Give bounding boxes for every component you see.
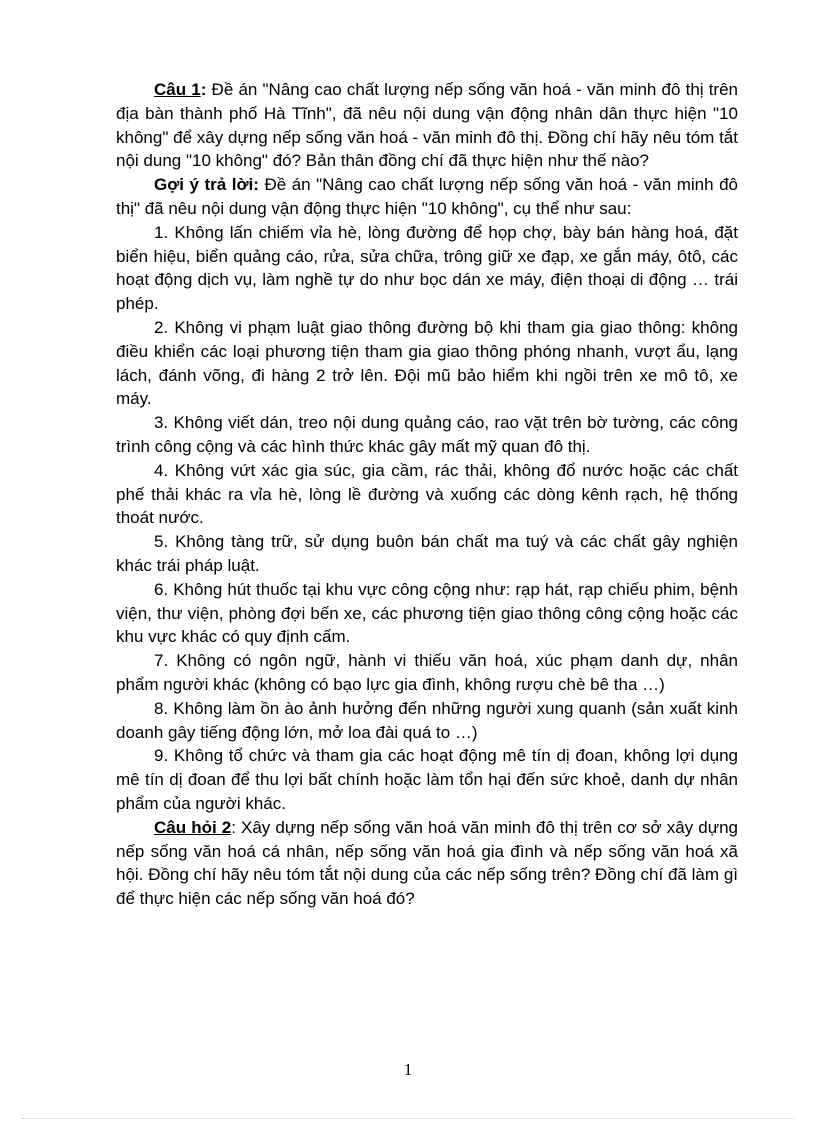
question-1-paragraph: [116, 78, 738, 173]
question-1-colon: :: [200, 80, 207, 99]
list-item-9: 9. Không tổ chức và tham gia các hoạt động mê tín dị đoan, không lợi dụng mê tín dị đoan để thu lợi bất chính hoặc làm tổn hại đến sức khoẻ, danh dự nhân phẩm của người khác.: [116, 746, 738, 813]
list-item-6: 6. Không hút thuốc tại khu vực công cộng như: rạp hát, rạp chiếu phim, bệnh viện, thư viện, phòng đợi bến xe, các phương tiện giao thông công cộng hoặc các khu vực khác có quy định cấm.: [116, 579, 738, 647]
question-2-paragraph: [116, 816, 738, 911]
list-item-5: 5. Không tàng trữ, sử dụng buôn bán chất ma tuý và các chất gây nghiện khác trái pháp luật.: [116, 532, 738, 575]
list-item-8: 8. Không làm ồn ào ảnh hưởng đến những người xung quanh (sản xuất kinh doanh gây tiếng động lớn, mở loa đài quá to …): [116, 698, 738, 742]
question-1-text: Đề án "Nâng cao chất lượng nếp sống văn hoá - văn minh đô thị trên địa bàn thành phố Hà Tĩnh", đã nêu nội dung vận động nhân dân thực hiện "10 không" để xây dựng nếp sống văn hoá - văn minh đô thị. Đồng chí hãy nêu tóm tắt nội dung "10 không" đó? Bản thân đồng chí đã thực hiện như thế nào?: [116, 80, 739, 171]
list-item-4: 4. Không vứt xác gia súc, gia cầm, rác thải, không đổ nước hoặc các chất phế thải khác ra vỉa hè, lòng lề đường và xuống các dòng kênh rạch, hệ thống thoát nước.: [116, 460, 738, 528]
answer-label: Gợi ý trả lời:: [154, 175, 259, 195]
question-1-label: Câu 1: [154, 80, 201, 99]
answer-intro-text: Đề án "Nâng cao chất lượng nếp sống văn hoá - văn minh đô thị" đã nêu nội dung vận động thực hiện "10 không", cụ thể như sau:: [116, 175, 738, 218]
page-bottom-divider: [22, 1118, 794, 1119]
question-2-text: : Xây dựng nếp sống văn hoá văn minh đô thị trên cơ sở xây dựng nếp sống văn hoá cá nhân, nếp sống văn hoá gia đình và nếp sống văn hoá xã hội. Đồng chí hãy nêu tóm tắt nội dung của các nếp sống trên? Đồng chí đã làm gì để thực hiện các nếp sống văn hoá đó?: [116, 817, 738, 909]
list-item-3: 3. Không viết dán, treo nội dung quảng cáo, rao vặt trên bờ tường, các công trình công cộng và các hình thức khác gây mất mỹ quan đô thị.: [116, 413, 738, 456]
question-2-label: Câu hỏi 2: [154, 817, 232, 837]
list-item-1: 1. Không lấn chiếm vỉa hè, lòng đường để họp chợ, bày bán hàng hoá, đặt biển hiệu, biển quảng cáo, rửa, sửa chữa, trông giữ xe đạp, xe gắn máy, ôtô, các hoạt động dịch vụ, làm nghề tự do như bọc dán xe máy, điện thoại di động … trái phép.: [116, 222, 738, 314]
page-number: 1: [403, 1060, 413, 1079]
answer-intro-paragraph: [116, 173, 738, 221]
list-item-2: 2. Không vi phạm luật giao thông đường bộ khi tham gia giao thông: không điều khiển các loại phương tiện tham gia giao thông phóng nhanh, vượt ẩu, lạng lách, đánh võng, đi hàng 2 trở lên. Đội mũ bảo hiểm khi ngồi trên xe mô tô, xe máy.: [116, 317, 738, 409]
document-body: [116, 78, 738, 911]
list-item-7: 7. Không có ngôn ngữ, hành vi thiếu văn hoá, xúc phạm danh dự, nhân phẩm người khác (không có bạo lực gia đình, không rượu chè bê tha …): [116, 651, 738, 694]
